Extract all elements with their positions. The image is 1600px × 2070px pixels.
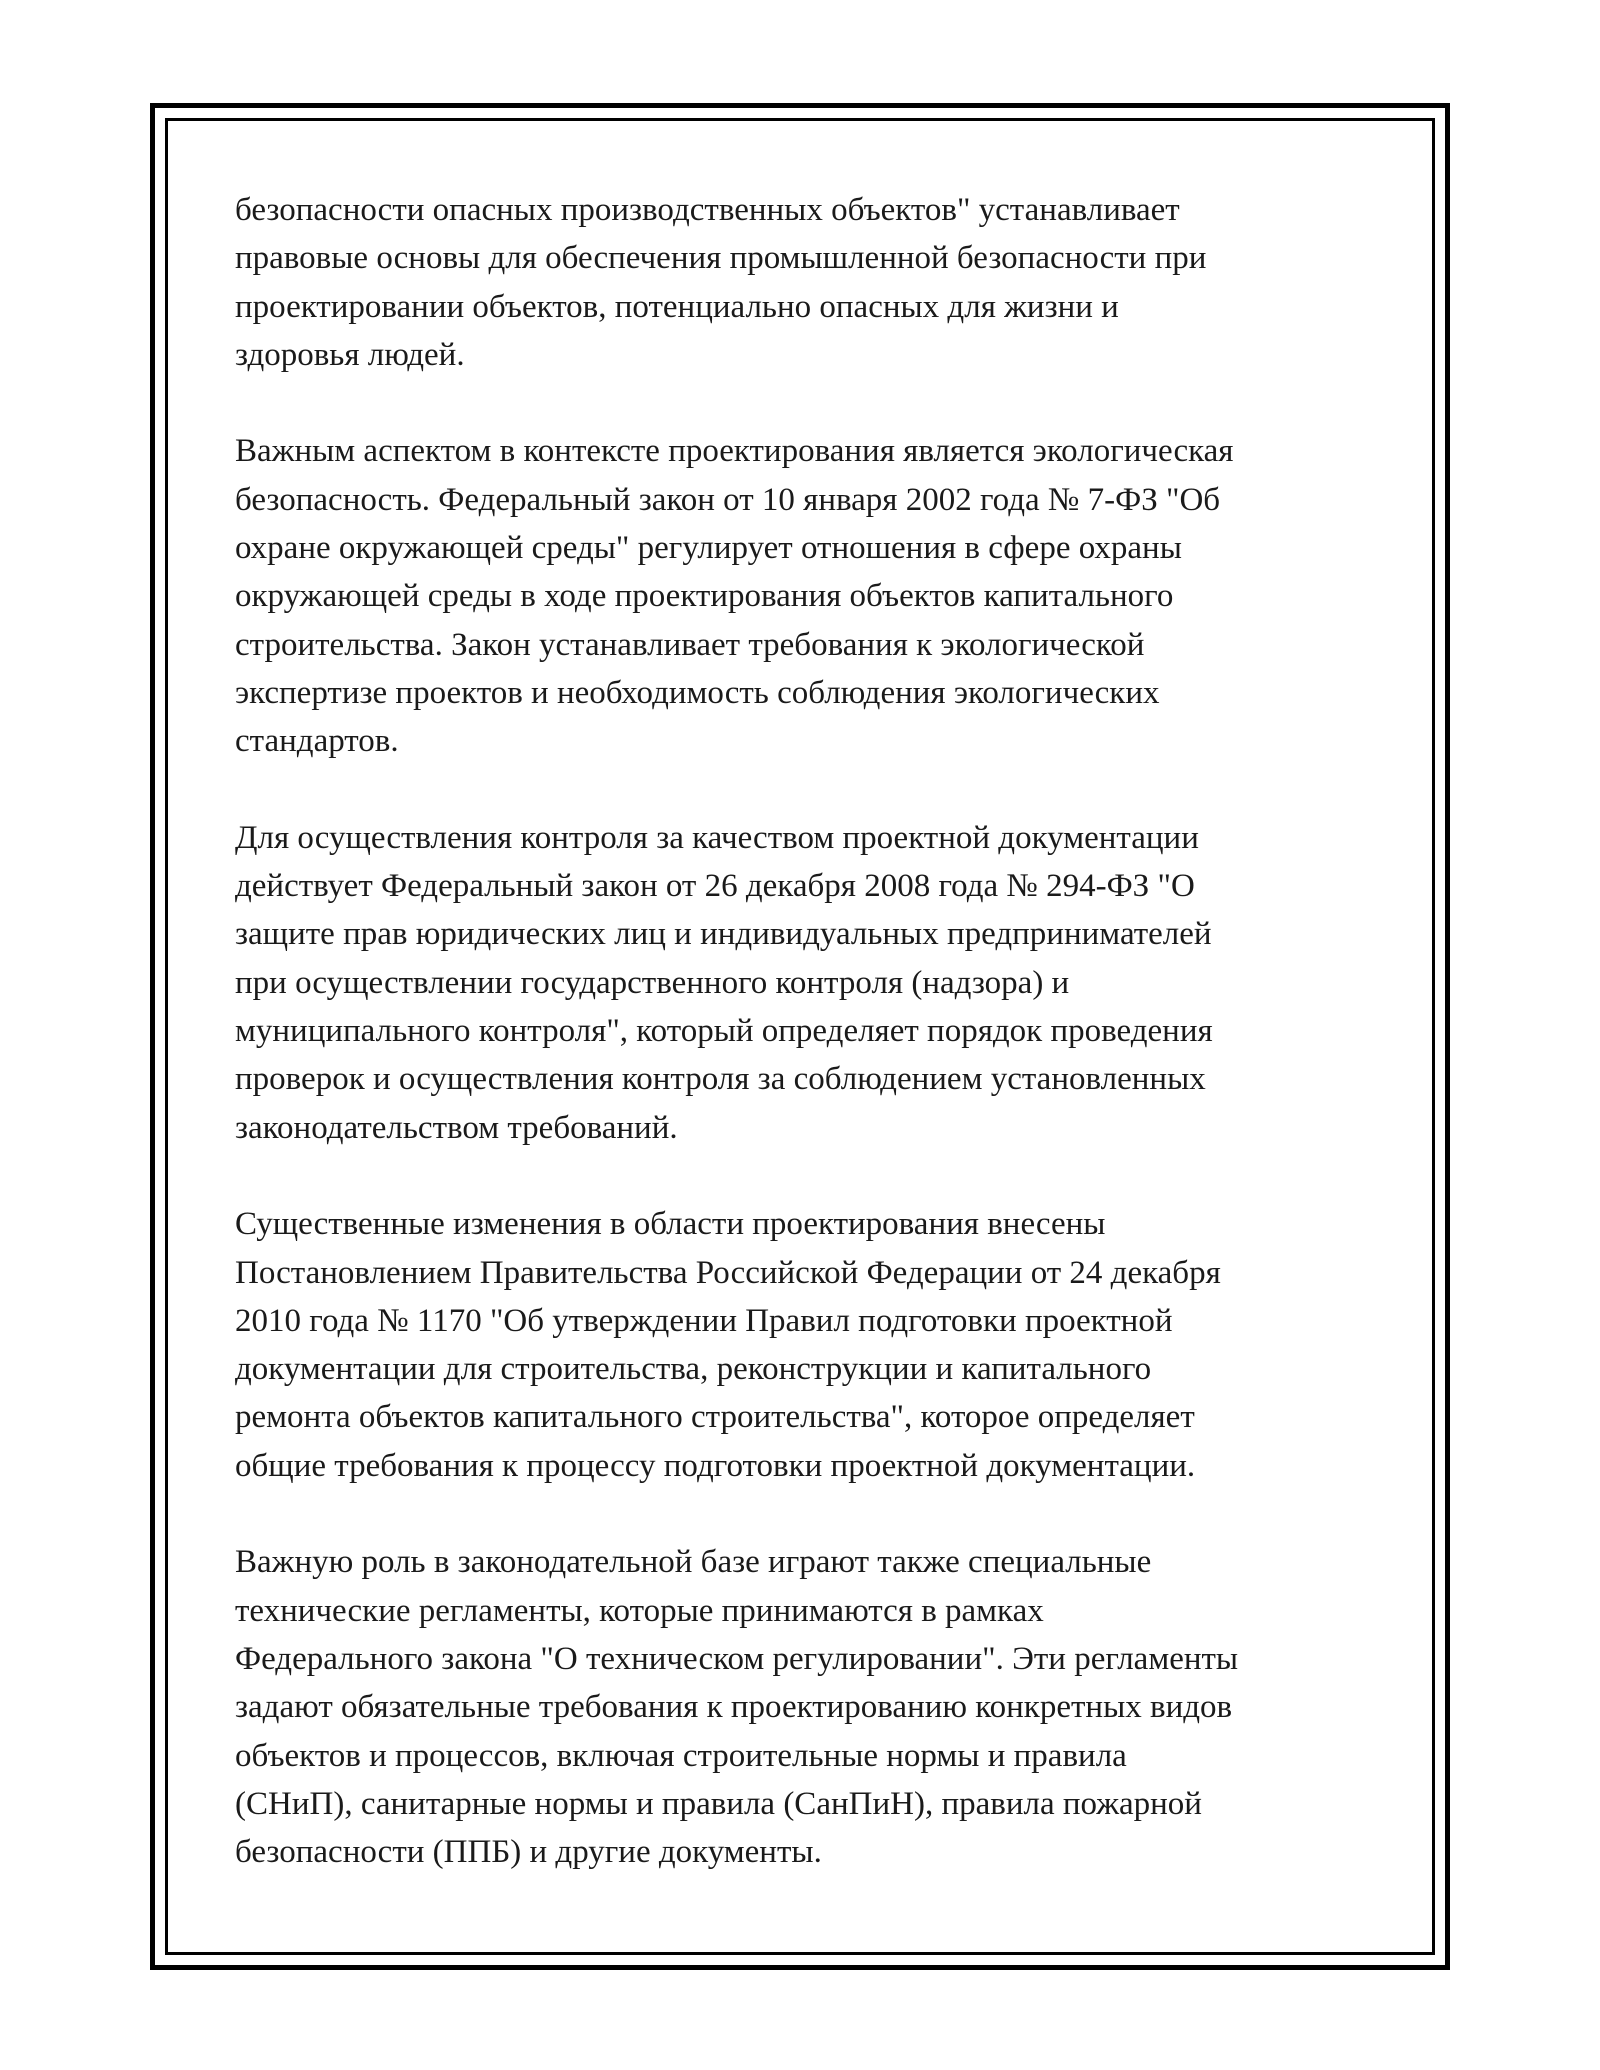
text-line: экспертизе проектов и необходимость соблюдения экологических bbox=[235, 674, 1160, 711]
paragraph-2 bbox=[235, 427, 1365, 765]
text-line: ремонта объектов капитального строительства", которое определяет bbox=[235, 1399, 1195, 1436]
text-line: правовые основы для обеспечения промышленной безопасности при bbox=[235, 240, 1207, 277]
text-line: строительства. Закон устанавливает требования к экологической bbox=[235, 626, 1145, 663]
text-line: при осуществлении государственного контроля (надзора) и bbox=[235, 964, 1070, 1001]
text-line: проектировании объектов, потенциально опасных для жизни и bbox=[235, 288, 1119, 325]
text-line: безопасность. Федеральный закон от 10 января 2002 года № 7-ФЗ "Об bbox=[235, 481, 1221, 518]
text-line: законодательством требований. bbox=[235, 1109, 678, 1146]
text-line: задают обязательные требования к проектированию конкретных видов bbox=[235, 1689, 1233, 1726]
paragraph-1 bbox=[235, 186, 1365, 379]
text-line: безопасности (ППБ) и другие документы. bbox=[235, 1834, 822, 1871]
text-line: объектов и процессов, включая строительные нормы и правила bbox=[235, 1737, 1127, 1774]
text-line: окружающей среды в ходе проектирования объектов капитального bbox=[235, 578, 1174, 615]
text-line: Важную роль в законодательной базе играют также специальные bbox=[235, 1544, 1152, 1581]
paragraph-3 bbox=[235, 814, 1365, 1152]
text-line: Важным аспектом в контексте проектирования является экологическая bbox=[235, 433, 1234, 470]
paragraph-4 bbox=[235, 1200, 1365, 1490]
text-line: действует Федеральный закон от 26 декабря 2008 года № 294-ФЗ "О bbox=[235, 868, 1195, 905]
text-line: здоровья людей. bbox=[235, 336, 465, 373]
text-line: Постановлением Правительства Российской Федерации от 24 декабря bbox=[235, 1254, 1221, 1291]
text-line: общие требования к процессу подготовки проектной документации. bbox=[235, 1447, 1196, 1484]
text-line: (СНиП), санитарные нормы и правила (СанПиН), правила пожарной bbox=[235, 1785, 1202, 1822]
document-body bbox=[235, 186, 1365, 1925]
text-line: технические регламенты, которые принимаются в рамках bbox=[235, 1592, 1044, 1629]
text-line: охране окружающей среды" регулирует отношения в сфере охраны bbox=[235, 530, 1182, 567]
text-line: Существенные изменения в области проектирования внесены bbox=[235, 1206, 1106, 1243]
text-line: защите прав юридических лиц и индивидуальных предпринимателей bbox=[235, 916, 1212, 953]
paragraph-5 bbox=[235, 1538, 1365, 1876]
text-line: проверок и осуществления контроля за соблюдением установленных bbox=[235, 1061, 1206, 1098]
text-line: Для осуществления контроля за качеством проектной документации bbox=[235, 819, 1199, 856]
text-line: стандартов. bbox=[235, 723, 399, 760]
text-line: 2010 года № 1170 "Об утверждении Правил подготовки проектной bbox=[235, 1302, 1173, 1339]
text-line: муниципального контроля", который определяет порядок проведения bbox=[235, 1013, 1213, 1050]
text-line: безопасности опасных производственных объектов" устанавливает bbox=[235, 192, 1180, 228]
text-line: документации для строительства, реконструкции и капитального bbox=[235, 1351, 1152, 1388]
text-line: Федерального закона "О техническом регулировании". Эти регламенты bbox=[235, 1640, 1239, 1677]
